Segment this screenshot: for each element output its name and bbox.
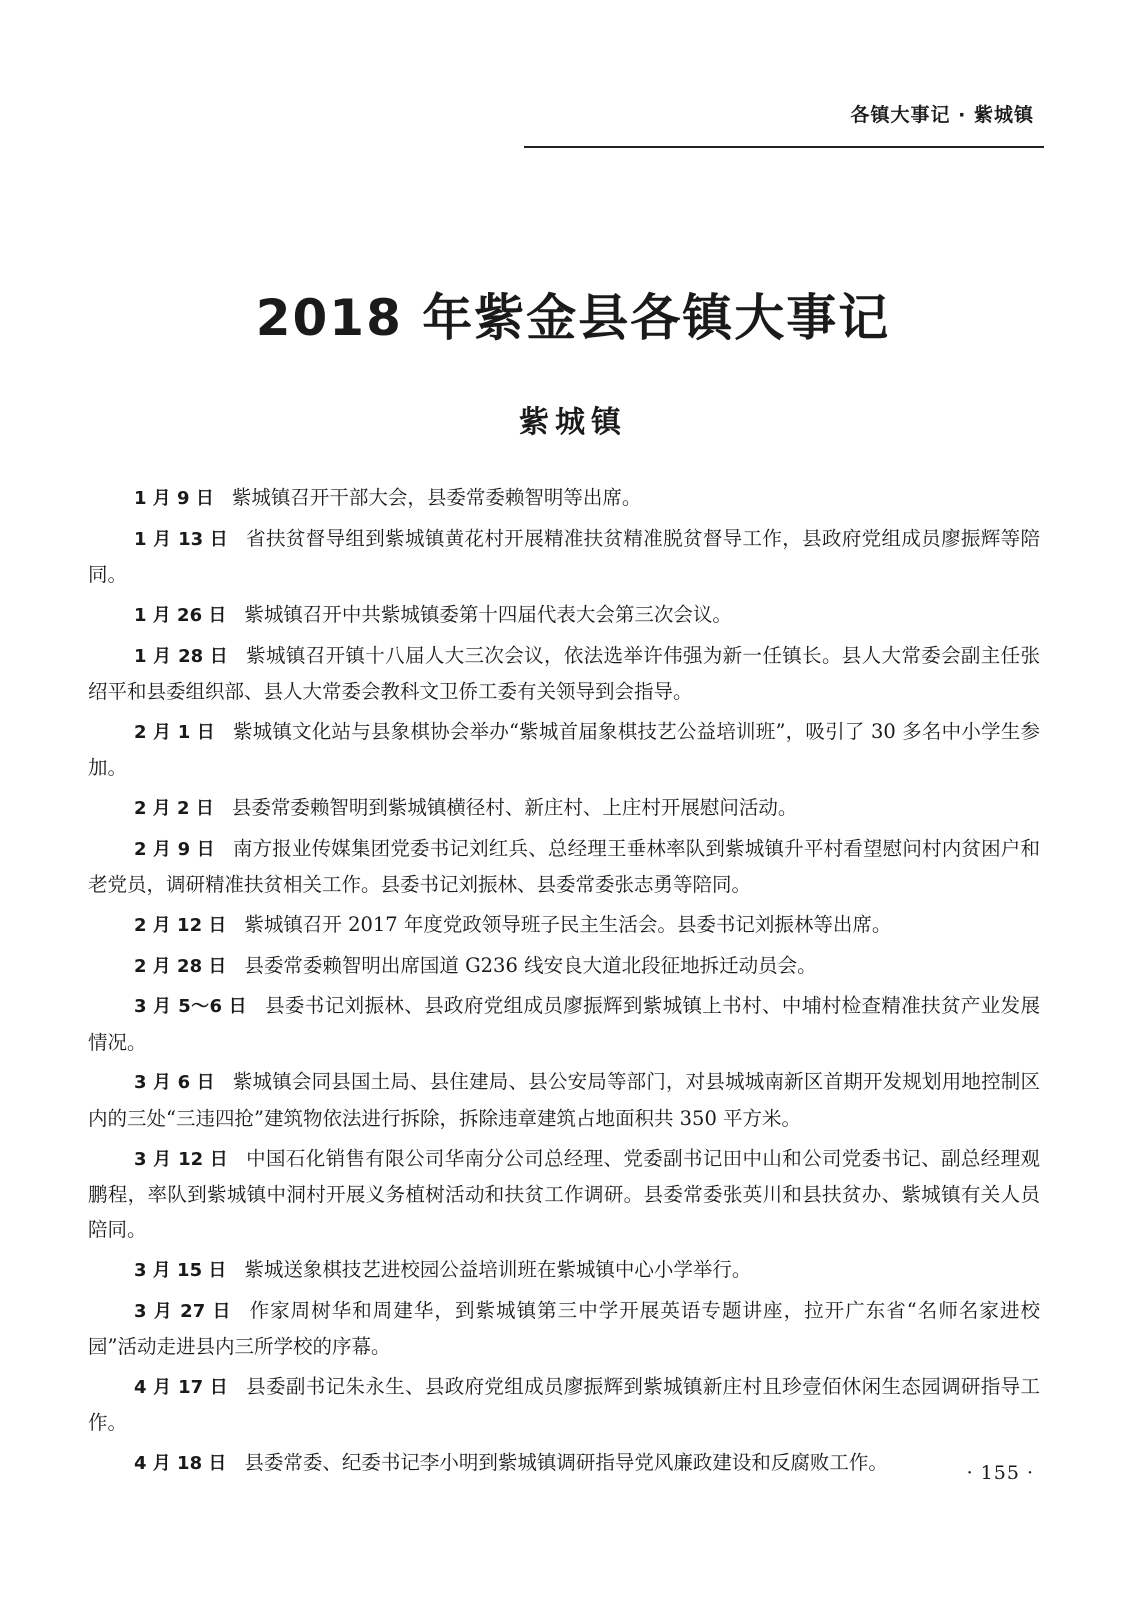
event-text: 县委常委赖智明出席国道 G236 线安良大道北段征地拆迁动员会。: [244, 953, 817, 977]
event-date: 4 月 17 日: [134, 1376, 229, 1398]
event-date: 2 月 1 日: [134, 721, 215, 743]
event-date: 3 月 12 日: [134, 1148, 229, 1170]
event-entry: [88, 790, 1040, 826]
event-entry: [88, 521, 1040, 593]
event-entry: [88, 1064, 1040, 1136]
header-rule: [524, 146, 1044, 148]
event-text: 紫城镇召开干部大会，县委常委赖智明等出席。: [231, 486, 642, 509]
event-text: 紫城镇会同县国土局、县住建局、县公安局等部门，对县城城南新区首期开发规划用地控制区内的三处“三违四抢”建筑物依法进行拆除，拆除违章建筑占地面积共 350 平方米。: [88, 1070, 1040, 1130]
event-entry: [88, 831, 1040, 903]
event-text: 紫城镇召开镇十八届人大三次会议，依法选举许伟强为新一任镇长。县人大常委会副主任张绍平和县委组织部、县人大常委会教科文卫侨工委有关领导到会指导。: [88, 643, 1040, 703]
event-date: 2 月 28 日: [134, 955, 227, 977]
event-text: 紫城镇召开中共紫城镇委第十四届代表大会第三次会议。: [244, 602, 732, 626]
event-text: 紫城镇文化站与县象棋协会举办“紫城首届象棋技艺公益培训班”，吸引了 30 多名中小学生参加。: [88, 719, 1040, 780]
event-text: 省扶贫督导组到紫城镇黄花村开展精准扶贫精准脱贫督导工作，县政府党组成员廖振辉等陪同。: [88, 526, 1040, 587]
section-title: 紫城镇: [519, 405, 627, 440]
event-date: 1 月 26 日: [134, 604, 227, 626]
event-date: 2 月 12 日: [134, 914, 227, 936]
event-entry: [88, 907, 1040, 943]
page-title: 2018 年紫金县各镇大事记: [255, 289, 891, 347]
event-entry: [88, 1252, 1040, 1288]
event-entry: [88, 480, 1040, 516]
page-number: · 155 ·: [966, 1462, 1034, 1484]
event-date: 3 月 27 日: [134, 1300, 232, 1322]
event-date: 2 月 9 日: [134, 838, 215, 860]
event-entry: [88, 1141, 1040, 1248]
event-entry: [88, 1369, 1040, 1441]
event-text: 南方报业传媒集团党委书记刘红兵、总经理王垂林率队到紫城镇升平村看望慰问村内贫困户和老党员，调研精准扶贫相关工作。县委书记刘振林、县委常委张志勇等陪同。: [88, 836, 1040, 896]
event-entry: [88, 714, 1040, 786]
event-entry: [88, 988, 1040, 1060]
event-date: 1 月 13 日: [134, 528, 229, 550]
event-list: [88, 480, 1040, 1486]
event-date: 4 月 18 日: [134, 1452, 227, 1474]
event-text: 县委副书记朱永生、县政府党组成员廖振辉到紫城镇新庄村且珍壹佰休闲生态园调研指导工作。: [88, 1374, 1040, 1435]
event-date: 3 月 5～6 日: [134, 996, 248, 1018]
event-text: 紫城送象棋技艺进校园公益培训班在紫城镇中心小学举行。: [244, 1257, 752, 1281]
event-date: 1 月 28 日: [134, 645, 229, 667]
event-entry: [88, 597, 1040, 633]
running-head: 各镇大事记 · 紫城镇: [850, 104, 1034, 126]
event-entry: [88, 1293, 1040, 1365]
event-text: 县委常委赖智明到紫城镇横径村、新庄村、上庄村开展慰问活动。: [231, 795, 798, 819]
event-date: 2 月 2 日: [134, 797, 214, 819]
event-text: 中国石化销售有限公司华南分公司总经理、党委副书记田中山和公司党委书记、副总经理观鹏程，率队到紫城镇中洞村开展义务植树活动和扶贫工作调研。县委常委张英川和县扶贫办、紫城镇有关人员陪同。: [88, 1146, 1040, 1242]
event-date: 1 月 9 日: [134, 488, 214, 509]
event-text: 县委常委、纪委书记李小明到紫城镇调研指导党风廉政建设和反腐败工作。: [244, 1450, 888, 1474]
event-text: 作家周树华和周建华，到紫城镇第三中学开展英语专题讲座，拉开广东省“名师名家进校园”活动走进县内三所学校的序幕。: [88, 1298, 1040, 1359]
event-date: 3 月 15 日: [134, 1259, 227, 1281]
event-entry: [88, 638, 1040, 710]
event-text: 县委书记刘振林、县政府党组成员廖振辉到紫城镇上书村、中埔村检查精准扶贫产业发展情况。: [88, 994, 1040, 1054]
event-entry: [88, 1445, 1040, 1481]
event-text: 紫城镇召开 2017 年度党政领导班子民主生活会。县委书记刘振林等出席。: [244, 912, 892, 936]
event-entry: [88, 948, 1040, 984]
event-date: 3 月 6 日: [134, 1072, 215, 1094]
